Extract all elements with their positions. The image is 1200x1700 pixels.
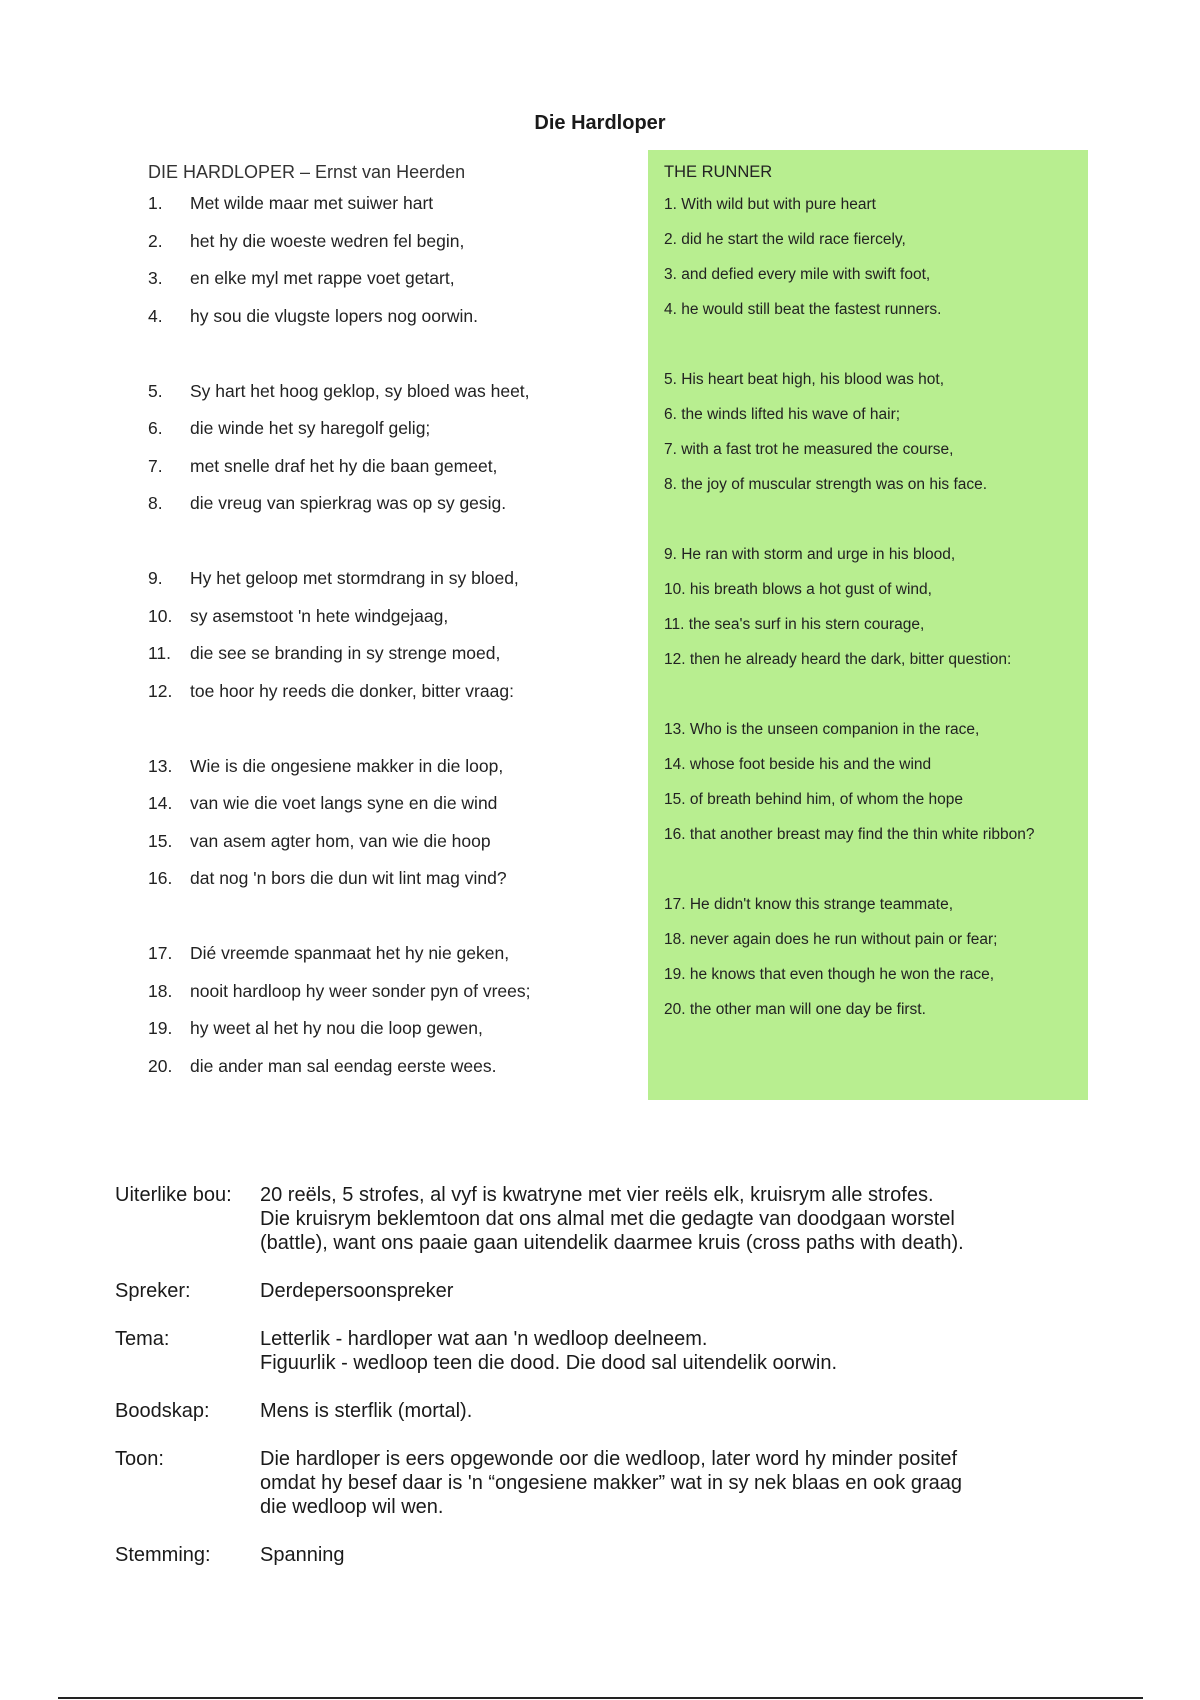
- line-number: 16.: [148, 868, 173, 888]
- stanza-gap: [664, 511, 1084, 546]
- line-text: die vreug van spierkrag was op sy gesig.: [190, 493, 507, 513]
- poem-analysis-notes: [115, 1183, 1075, 1591]
- line-text: die see se branding in sy strenge moed,: [190, 643, 501, 663]
- line-number: 3.: [148, 268, 163, 288]
- line-text: Hy het geloop met stormdrang in sy bloed,: [190, 568, 519, 588]
- poem-line: [148, 493, 628, 531]
- analysis-line: Mens is sterflik (mortal).: [260, 1400, 473, 1422]
- line-number: 7.: [148, 455, 163, 476]
- analysis-row: [115, 1543, 1075, 1567]
- poem-line: [148, 831, 628, 869]
- poem-line: [148, 868, 628, 906]
- analysis-label: Boodskap:: [115, 1400, 210, 1422]
- analysis-row: [115, 1399, 1075, 1423]
- analysis-line: 20 reëls, 5 strofes, al vyf is kwatryne met vier reëls elk, kruisrym alle strofes.: [260, 1184, 934, 1206]
- line-number: 19.: [148, 1018, 173, 1038]
- afrikaans-poem-heading: DIE HARDLOPER – Ernst van Heerden: [148, 162, 466, 182]
- poem-line: [148, 193, 628, 231]
- translation-line: 6. the winds lifted his wave of hair;: [664, 406, 901, 423]
- line-text: Wie is die ongesiene makker in die loop,: [190, 755, 504, 776]
- line-text: dat nog 'n bors die dun wit lint mag vind?: [190, 868, 507, 888]
- analysis-row: [115, 1183, 1075, 1255]
- translation-line: 17. He didn't know this strange teammate,: [664, 896, 953, 913]
- line-text: met snelle draf het hy die baan gemeet,: [190, 455, 498, 476]
- line-text: van wie die voet langs syne en die wind: [190, 793, 498, 813]
- analysis-label: Spreker:: [115, 1280, 191, 1302]
- line-text: hy sou die vlugste lopers nog oorwin.: [190, 305, 478, 326]
- line-text: die winde het sy haregolf gelig;: [190, 418, 431, 438]
- analysis-label: Uiterlike bou:: [115, 1184, 232, 1206]
- analysis-line: (battle), want ons paaie gaan uitendelik daarmee kruis (cross paths with death).: [260, 1232, 964, 1254]
- line-number: 6.: [148, 418, 163, 438]
- analysis-label: Toon:: [115, 1448, 164, 1470]
- translation-line: 13. Who is the unseen companion in the race,: [664, 721, 980, 738]
- poem-line: [148, 1056, 628, 1094]
- line-number: 2.: [148, 230, 163, 251]
- line-number: 13.: [148, 755, 173, 776]
- line-number: 18.: [148, 980, 173, 1001]
- poem-line: [148, 606, 628, 644]
- line-number: 5.: [148, 380, 163, 401]
- translation-line: 7. with a fast trot he measured the course,: [664, 441, 954, 458]
- analysis-label: Stemming:: [115, 1544, 211, 1566]
- translation-line: 2. did he start the wild race fiercely,: [664, 231, 906, 248]
- translation-line: 8. the joy of muscular strength was on his face.: [664, 476, 988, 493]
- translation-line: 4. he would still beat the fastest runners.: [664, 301, 942, 318]
- poem-line: [148, 793, 628, 831]
- afrikaans-poem: [148, 193, 628, 1093]
- line-number: 4.: [148, 305, 163, 326]
- line-text: hy weet al het hy nou die loop gewen,: [190, 1018, 483, 1038]
- line-text: die ander man sal eendag eerste wees.: [190, 1055, 497, 1076]
- line-text: van asem agter hom, van wie die hoop: [190, 830, 491, 851]
- poem-line: [148, 456, 628, 494]
- analysis-line: Figuurlik - wedloop teen die dood. Die dood sal uitendelik oorwin.: [260, 1352, 838, 1374]
- translation-line: 10. his breath blows a hot gust of wind,: [664, 581, 932, 598]
- line-number: 1.: [148, 193, 163, 213]
- analysis-value: [260, 1183, 1075, 1255]
- page-title: Die Hardloper: [534, 112, 666, 134]
- poem-line: [148, 643, 628, 681]
- translation-line: 15. of breath behind him, of whom the hope: [664, 791, 964, 808]
- translation-line: 9. He ran with storm and urge in his blood,: [664, 546, 956, 563]
- poem-line: [148, 1018, 628, 1056]
- poem-line: [148, 943, 628, 981]
- stanza-gap: [664, 861, 1084, 896]
- analysis-value: [260, 1543, 1075, 1567]
- stanza-gap: [148, 906, 628, 944]
- stanza-gap: [148, 531, 628, 569]
- analysis-line: Spanning: [260, 1544, 345, 1566]
- analysis-row: [115, 1447, 1075, 1519]
- analysis-line: die wedloop wil wen.: [260, 1496, 444, 1518]
- poem-line: [148, 381, 628, 419]
- poem-line: [148, 306, 628, 344]
- line-number: 11.: [148, 643, 172, 663]
- line-text: nooit hardloop hy weer sonder pyn of vrees;: [190, 980, 531, 1001]
- stanza-gap: [664, 686, 1084, 721]
- translation-line: 1. With wild but with pure heart: [664, 196, 876, 213]
- line-number: 8.: [148, 493, 163, 513]
- line-number: 12.: [148, 680, 173, 701]
- poem-line: [148, 231, 628, 269]
- analysis-value: [260, 1279, 1075, 1303]
- line-text: Dié vreemde spanmaat het hy nie geken,: [190, 943, 510, 963]
- analysis-line: Letterlik - hardloper wat aan 'n wedloop deelneem.: [260, 1328, 708, 1350]
- analysis-line: omdat hy besef daar is 'n “ongesiene makker” wat in sy nek blaas en ook graag: [260, 1472, 962, 1494]
- translation-line: 18. never again does he run without pain or fear;: [664, 931, 998, 948]
- poem-line: [148, 681, 628, 719]
- line-text: het hy die woeste wedren fel begin,: [190, 230, 465, 251]
- analysis-value: [260, 1327, 1075, 1375]
- analysis-label: Tema:: [115, 1328, 170, 1350]
- line-text: Met wilde maar met suiwer hart: [190, 193, 434, 213]
- stanza-gap: [148, 718, 628, 756]
- line-number: 14.: [148, 793, 173, 813]
- poem-line: [148, 568, 628, 606]
- poem-line: [148, 418, 628, 456]
- analysis-value: [260, 1447, 1075, 1519]
- translation-line: 5. His heart beat high, his blood was hot,: [664, 371, 945, 388]
- line-number: 20.: [148, 1055, 173, 1076]
- poem-line: [148, 981, 628, 1019]
- english-translation: [664, 196, 1084, 1036]
- translation-line: 19. he knows that even though he won the race,: [664, 966, 995, 983]
- line-number: 9.: [148, 568, 163, 588]
- line-number: 10.: [148, 605, 173, 626]
- translation-line: 14. whose foot beside his and the wind: [664, 756, 932, 773]
- english-translation-heading: THE RUNNER: [664, 163, 773, 181]
- stanza-gap: [664, 336, 1084, 371]
- line-number: 15.: [148, 830, 173, 851]
- translation-line: 16. that another breast may find the thin white ribbon?: [664, 826, 1035, 843]
- line-text: toe hoor hy reeds die donker, bitter vraag:: [190, 680, 514, 701]
- translation-line: 11. the sea's surf in his stern courage,: [664, 616, 925, 633]
- analysis-line: Derdepersoonspreker: [260, 1280, 454, 1302]
- line-text: en elke myl met rappe voet getart,: [190, 268, 455, 288]
- poem-line: [148, 268, 628, 306]
- footer-divider: [58, 1697, 1143, 1699]
- translation-line: 20. the other man will one day be first.: [664, 1001, 926, 1018]
- poem-line: [148, 756, 628, 794]
- analysis-line: Die kruisrym beklemtoon dat ons almal met die gedagte van doodgaan worstel: [260, 1208, 955, 1230]
- translation-line: 12. then he already heard the dark, bitter question:: [664, 651, 1012, 668]
- line-text: Sy hart het hoog geklop, sy bloed was heet,: [190, 380, 530, 401]
- analysis-row: [115, 1327, 1075, 1375]
- line-number: 17.: [148, 943, 173, 963]
- analysis-row: [115, 1279, 1075, 1303]
- stanza-gap: [148, 343, 628, 381]
- line-text: sy asemstoot 'n hete windgejaag,: [190, 605, 449, 626]
- analysis-value: [260, 1399, 1075, 1423]
- analysis-line: Die hardloper is eers opgewonde oor die wedloop, later word hy minder positef: [260, 1448, 958, 1470]
- translation-line: 3. and defied every mile with swift foot,: [664, 266, 931, 283]
